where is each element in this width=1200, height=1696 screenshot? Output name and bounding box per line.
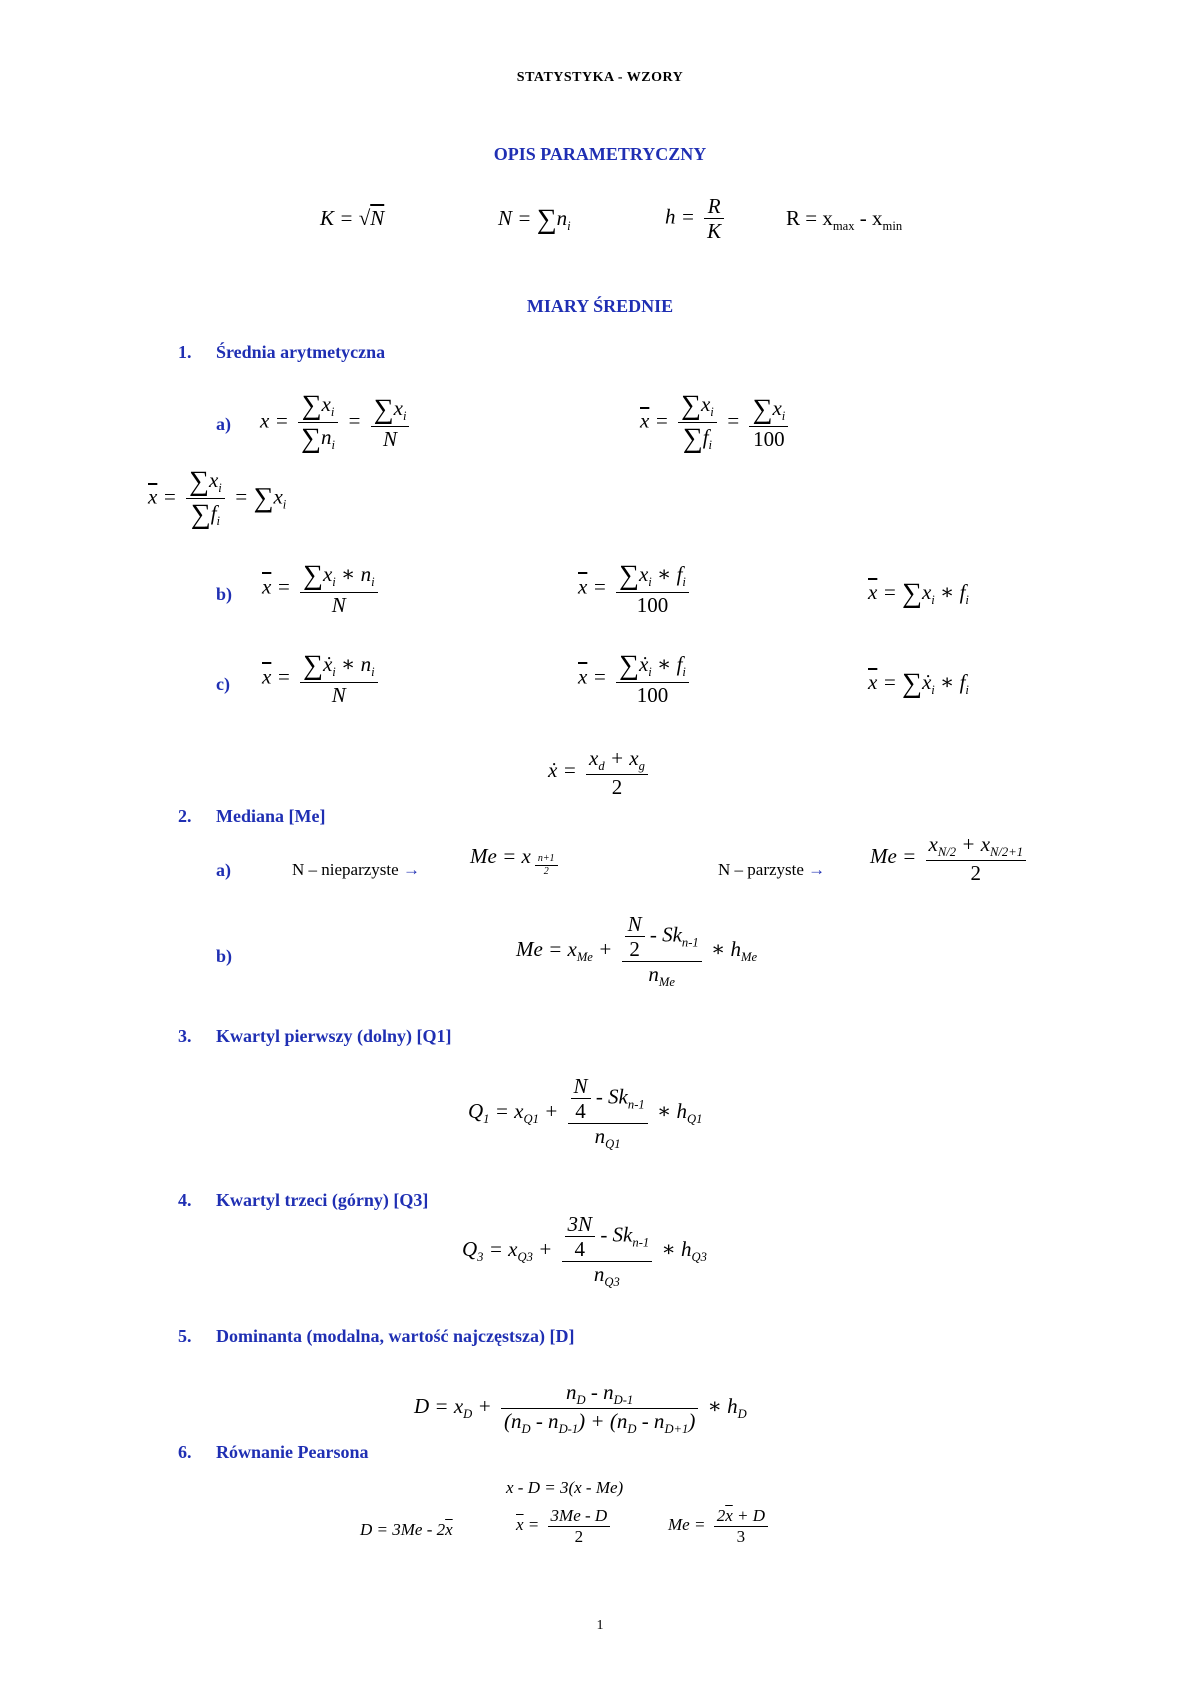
item-heading-4: 4. Kwartyl trzeci (górny) [Q3] bbox=[178, 1190, 429, 1210]
item-heading-1: 1. Średnia arytmetyczna bbox=[178, 342, 386, 362]
formula-me-interp: $Me = x_{Me}$ + $\frac{N}{2}$ - $Sk_{n-1}$ $n_{Me}$ ∗ $h_{Me}$ bbox=[516, 912, 758, 990]
item-heading-5: 5. Dominanta (modalna, wartość najczęstsza) [D] bbox=[178, 1326, 575, 1346]
formula-pearson-x: $\overline{x}$ = $\frac{3Me - D}{2}$ bbox=[516, 1506, 614, 1546]
formula-1a-3: $\overline{x}$ = $\frac{\sum x_i}{\sum f_i}$ = $\sum x_i$ bbox=[148, 466, 287, 531]
formula-r: $R = x_{max} - x_{min}$ bbox=[786, 206, 903, 234]
formula-1b-3: $\overline{x} = \sum x_i$ ∗ $f_i$ bbox=[868, 578, 969, 609]
label-1a: a) bbox=[216, 414, 231, 434]
formula-1b-1: $\overline{x}$ = $\frac{\sum x_i ∗ n_i}{N}$ bbox=[262, 560, 382, 617]
formula-k: K = √N bbox=[320, 206, 385, 230]
formula-1b-2: $\overline{x}$ = $\frac{\sum x_i ∗ f_i}{100}$ bbox=[578, 560, 693, 617]
formula-me-odd: Me = x $_{\frac{n+1}{2}}$ bbox=[470, 844, 562, 877]
section-title-miary: MIARY ŚREDNIE bbox=[526, 296, 674, 316]
formula-dominant: $D = x_D$ + $\frac{n_D - n_{D-1}}{(n_D - n_{D-1}) + (n_D - n_{D+1})}$ ∗ $h_D$ bbox=[414, 1380, 747, 1436]
formula-1c-2: $\overline{x}$ = $\frac{\sum ẋ_i ∗ f_i}{100}$ bbox=[578, 650, 693, 707]
formula-n: $N = \sum n_i$ bbox=[498, 204, 571, 235]
label-1b: b) bbox=[216, 584, 233, 604]
label-2b: b) bbox=[216, 946, 233, 966]
label-2a: a) bbox=[216, 860, 231, 880]
formula-1a-1: x = $\frac{\sum x_i}{\sum n_i}$ = $\frac{\sum x_i}{N}$ bbox=[260, 390, 413, 455]
median-odd-text: N – nieparzyste → bbox=[292, 860, 420, 879]
formula-me-even: Me = $\frac{x_{N/2} + x_{N/2+1}}{2}$ bbox=[870, 832, 1030, 885]
formula-1c-1: $\overline{x}$ = $\frac{\sum ẋ_i ∗ n_i}{N}$ bbox=[262, 650, 382, 707]
median-even-text: N – parzyste → bbox=[718, 860, 826, 879]
formula-pearson: x - D = 3(x - Me) bbox=[506, 1478, 624, 1497]
formula-1c-midpoint: ẋ = $\frac{x_d + x_g}{2}$ bbox=[548, 746, 652, 799]
formula-1c-3: $\overline{x}$ = ∑ẋ$_i$ ∗ $f_i$ bbox=[868, 668, 969, 699]
formula-pearson-me: Me = $\frac{2\overline{x} + D}{3}$ bbox=[668, 1506, 772, 1546]
formula-q1: $Q_1 = x_{Q1}$ + $\frac{N}{4}$ - $Sk_{n-1}$ $n_{Q1}$ ∗ $h_{Q1}$ bbox=[468, 1074, 703, 1152]
item-heading-3: 3. Kwartyl pierwszy (dolny) [Q1] bbox=[178, 1026, 452, 1046]
label-1c: c) bbox=[216, 674, 230, 694]
item-heading-6: 6. Równanie Pearsona bbox=[178, 1442, 369, 1462]
page-number: 1 bbox=[596, 1618, 604, 1633]
formula-h: h = $\frac{R}{K}$ bbox=[665, 194, 728, 243]
item-heading-2: 2. Mediana [Me] bbox=[178, 806, 326, 826]
formula-1a-2: $\overline{x}$ = $\frac{\sum x_i}{\sum f_i}$ = $\frac{\sum x_i}{100}$ bbox=[640, 390, 792, 455]
section-title-opis: OPIS PARAMETRYCZNY bbox=[493, 144, 707, 164]
document-header: STATYSTYKA - WZORY bbox=[516, 70, 684, 85]
formula-pearson-d: $D = 3Me - 2\overline{x}$ bbox=[360, 1520, 453, 1539]
formula-q3: $Q_3 = x_{Q3}$ + $\frac{3N}{4}$ - $Sk_{n-1}$ $n_{Q3}$ ∗ $h_{Q3}$ bbox=[462, 1212, 707, 1290]
